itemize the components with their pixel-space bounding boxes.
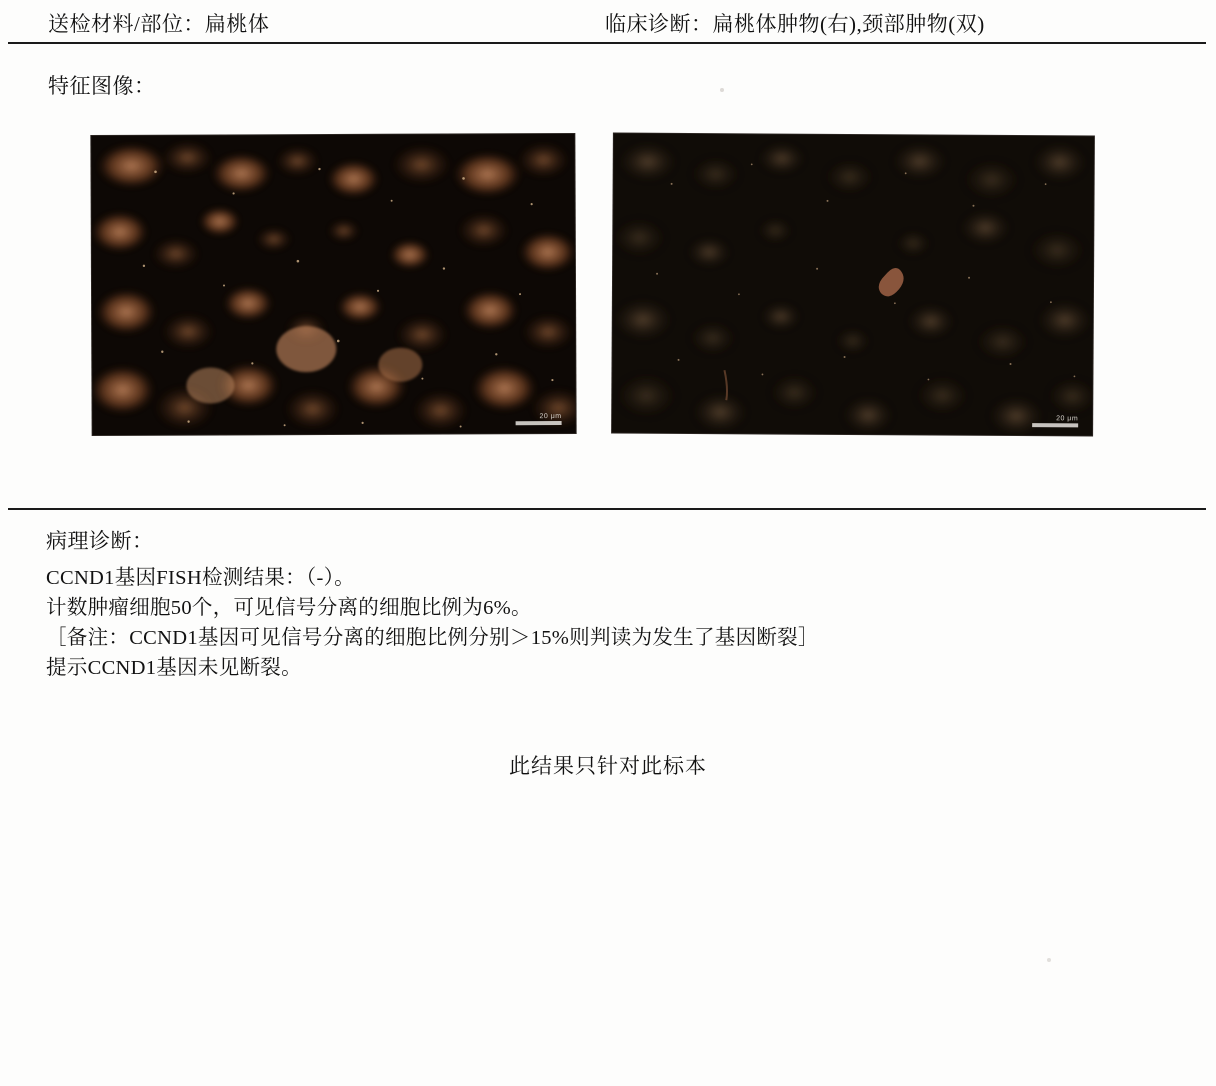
scalebar-right-label: 20 μm (1056, 415, 1079, 423)
pathology-diagnosis-body (46, 563, 1166, 683)
header-divider (8, 42, 1206, 44)
section-divider (8, 508, 1206, 510)
diagnosis-line: ［备注：CCND1基因可见信号分离的细胞比例分别＞15%则判读为发生了基因断裂］ (46, 627, 819, 649)
pathology-diagnosis-title: 病理诊断： (46, 529, 154, 553)
clinical-diagnosis-label: 临床诊断：扁桃体肿物(右),颈部肿物(双) (605, 12, 985, 36)
paper-speck (720, 88, 724, 92)
scalebar-left-label: 20 μm (539, 413, 562, 421)
scalebar-left (516, 421, 562, 425)
fish-image-right (612, 134, 1094, 436)
feature-images-label: 特征图像： (48, 74, 156, 98)
diagnosis-line: CCND1基因FISH检测结果：（-）。 (46, 567, 355, 589)
report-header (0, 4, 1216, 42)
diagnosis-line: 提示CCND1基因未见断裂。 (46, 657, 302, 679)
fish-image-left (91, 134, 575, 435)
scalebar-right (1032, 423, 1078, 427)
result-scope-note: 此结果只针对此标本 (509, 754, 707, 778)
fish-image-right-canvas (612, 134, 1094, 436)
fish-image-left-canvas (91, 134, 575, 435)
diagnosis-line: 计数肿瘤细胞50个，可见信号分离的细胞比例为6%。 (46, 597, 532, 619)
paper-speck (1047, 958, 1051, 962)
specimen-site-label: 送检材料/部位：扁桃体 (48, 12, 270, 36)
